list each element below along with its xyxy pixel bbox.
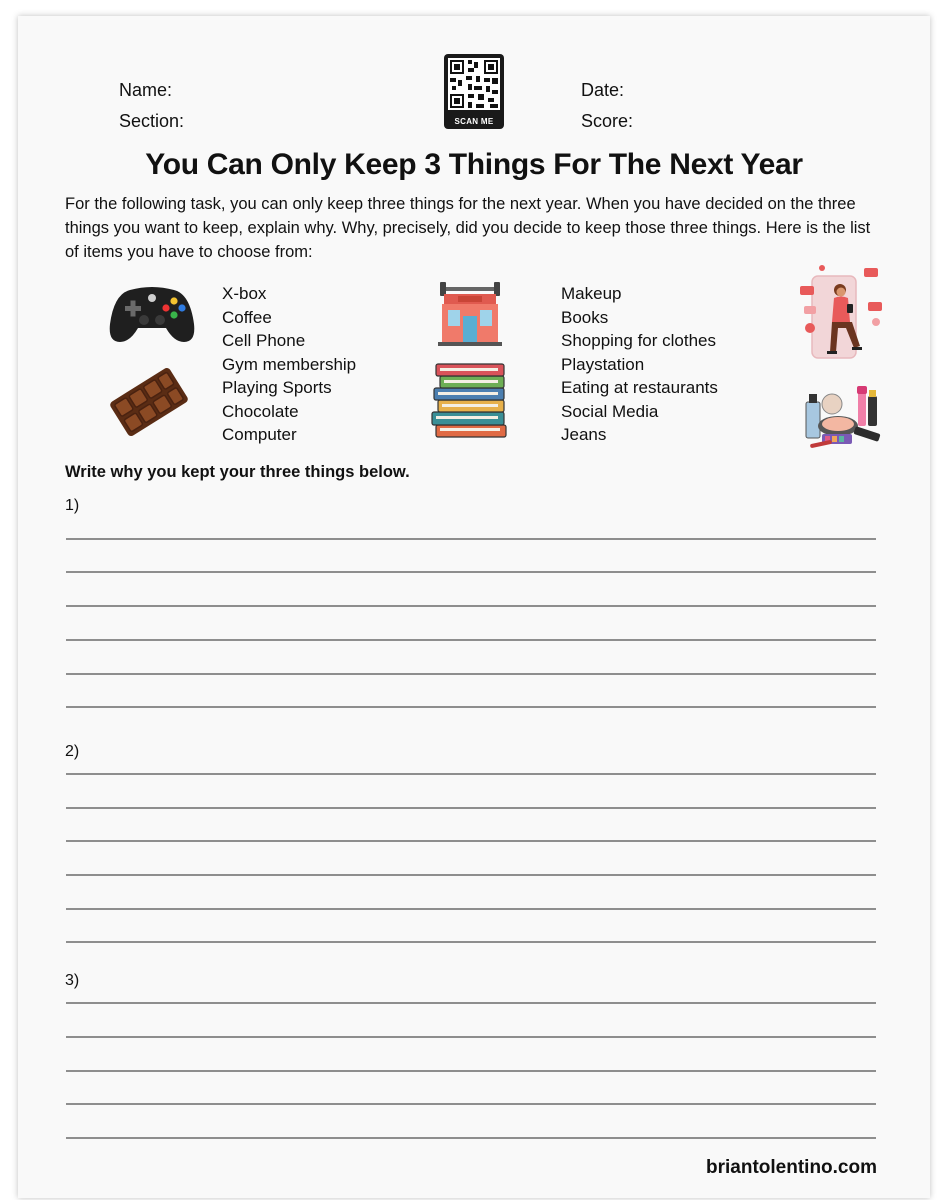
website-footer[interactable]: briantolentino.com [706,1157,877,1178]
list-item: Shopping for clothes [561,331,716,350]
list-item: Makeup [561,284,622,303]
question-1-label: 1) [65,497,80,514]
list-item: Coffee [222,307,272,327]
answer-line[interactable] [66,840,876,842]
answer-line[interactable] [66,639,876,641]
social-media-woman-icon [794,262,890,368]
answer-line[interactable] [66,1002,876,1004]
answer-line[interactable] [66,773,876,775]
score-label: Score: [581,111,634,131]
list-item: X-box [222,284,267,303]
items-list-left [222,282,356,447]
list-item: Chocolate [222,401,299,421]
list-item: Eating at restaurants [561,378,718,397]
answer-line[interactable] [66,807,876,809]
list-item: Playstation [561,354,645,374]
list-item: Computer [222,425,297,444]
answer-line[interactable] [66,605,876,607]
qr-caption: SCAN ME [454,117,494,126]
answer-line[interactable] [66,874,876,876]
gym-building-icon [434,278,506,350]
section-label: Section: [119,111,185,131]
game-controller-icon [108,284,196,346]
list-item: Social Media [561,401,659,421]
answer-line[interactable] [66,538,876,540]
write-prompt: Write why you kept your three things below. [65,463,410,481]
list-item: Gym membership [222,354,357,374]
makeup-set-icon [802,378,884,450]
items-list-right [561,282,718,447]
answer-line[interactable] [66,706,876,708]
list-item: Jeans [561,425,607,444]
question-3-label: 3) [65,972,80,989]
book-stack-icon [430,361,510,443]
answer-line[interactable] [66,1036,876,1038]
answer-line[interactable] [66,908,876,910]
answer-line[interactable] [66,1137,876,1139]
page-title: You Can Only Keep 3 Things For The Next Year [145,148,803,181]
list-item: Books [561,307,609,327]
date-label: Date: [581,80,625,100]
list-item: Playing Sports [222,378,332,397]
chocolate-bar-icon [108,366,190,438]
instructions-text: For the following task, you can only keep three things for the next year. When you have decided on the three things you want to keep, explain why. Why, precisely, did you decide to keep those three things. Here is the list of items you have to choose from: [65,195,871,261]
worksheet-page [18,16,930,1198]
name-label: Name: [119,80,173,100]
answer-line[interactable] [66,941,876,943]
answer-line[interactable] [66,1070,876,1072]
answer-line[interactable] [66,1103,876,1105]
question-2-label: 2) [65,743,80,760]
list-item: Cell Phone [222,331,306,350]
qr-code-icon[interactable] [444,54,504,129]
answer-line[interactable] [66,571,876,573]
answer-line[interactable] [66,673,876,675]
